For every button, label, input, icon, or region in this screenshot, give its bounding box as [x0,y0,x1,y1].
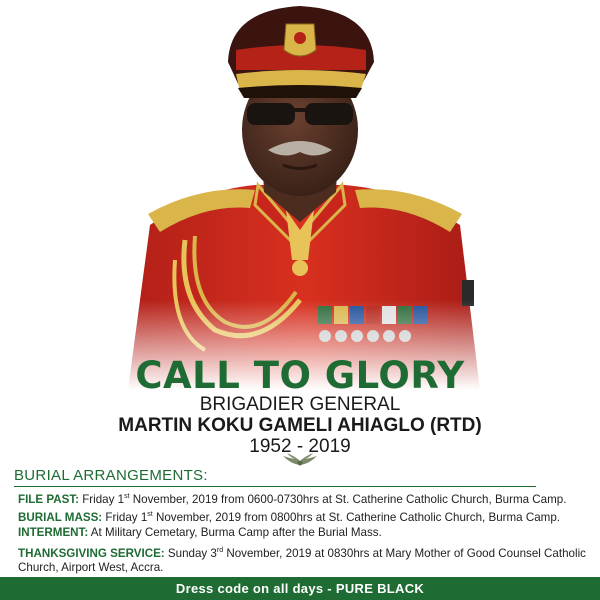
section-divider [14,486,536,487]
dress-code-banner: Dress code on all days - PURE BLACK [0,577,600,600]
arrangement-label: BURIAL MASS: [18,510,103,524]
deceased-name: MARTIN KOKU GAMELI AHIAGLO (RTD) [118,415,482,436]
arrangement-file-past: FILE PAST: Friday 1st November, 2019 from 0600-0730hrs at St. Catherine Catholic Church, Burma Camp. [18,492,567,506]
arrangement-thanksgiving: THANKSGIVING SERVICE: Sunday 3rd November, 2019 at 0830hrs at Mary Mother of Good Counsel Catholic Church, Airport West, Accra. [18,546,586,574]
arrangement-label: FILE PAST: [18,492,79,506]
arrangement-label: INTERMENT: [18,526,89,539]
rank: BRIGADIER GENERAL [199,394,401,415]
section-title: BURIAL ARRANGEMENTS: [14,467,208,484]
life-years: 1952 - 2019 [249,436,351,457]
wings-emblem-icon [277,452,323,468]
headline: CALL TO GLORY [135,354,465,397]
arrangement-interment: INTERMENT: At Military Cemetary, Burma Camp after the Burial Mass. [18,526,382,539]
arrangement-burial-mass: BURIAL MASS: Friday 1st November, 2019 from 0800hrs at St. Catherine Catholic Church, Burma Camp. [18,510,560,524]
arrangement-label: THANKSGIVING SERVICE: [18,546,165,560]
